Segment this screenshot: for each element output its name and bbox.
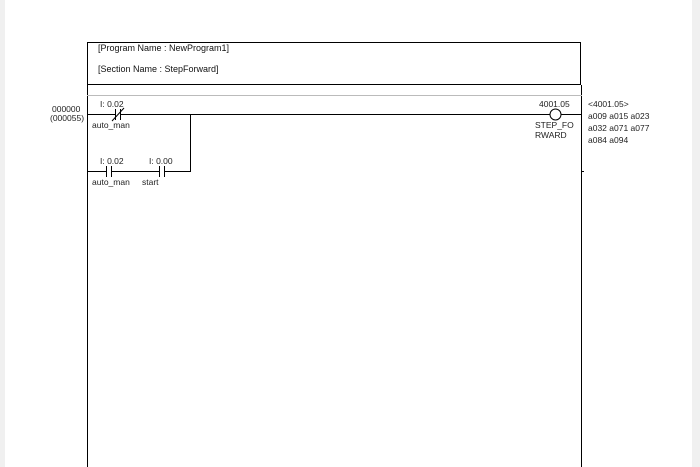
coil-address: 4001.05 <box>539 99 570 109</box>
ladder-page <box>5 0 692 467</box>
xref-line-4: a084 a094 <box>588 135 629 145</box>
xref-address: <4001.05> <box>588 99 629 109</box>
ladder-wiring <box>5 0 692 467</box>
contact-3-symbol: start <box>142 177 159 187</box>
xref-line-2: a009 a015 a023 <box>588 111 650 121</box>
rung-step: (000055) <box>50 113 85 123</box>
contact-3-address: I: 0.00 <box>149 156 173 166</box>
contact-1-symbol: auto_man <box>92 120 130 130</box>
xref-line-3: a032 a071 a077 <box>588 123 650 133</box>
section-name: [Section Name : StepForward] <box>98 64 219 74</box>
rung-number: 000000 <box>52 104 81 114</box>
contact-2-symbol: auto_man <box>92 177 130 187</box>
program-name: [Program Name : NewProgram1] <box>98 43 230 53</box>
contact-2-address: I: 0.02 <box>100 156 124 166</box>
contact-no-auto-man[interactable] <box>107 166 112 177</box>
coil-name-line2: RWARD <box>535 130 567 140</box>
contact-1-address: I: 0.02 <box>100 99 124 109</box>
coil-name-line1: STEP_FO <box>535 120 574 130</box>
coil-step-forward[interactable] <box>550 109 561 120</box>
contact-no-start[interactable] <box>160 166 165 177</box>
